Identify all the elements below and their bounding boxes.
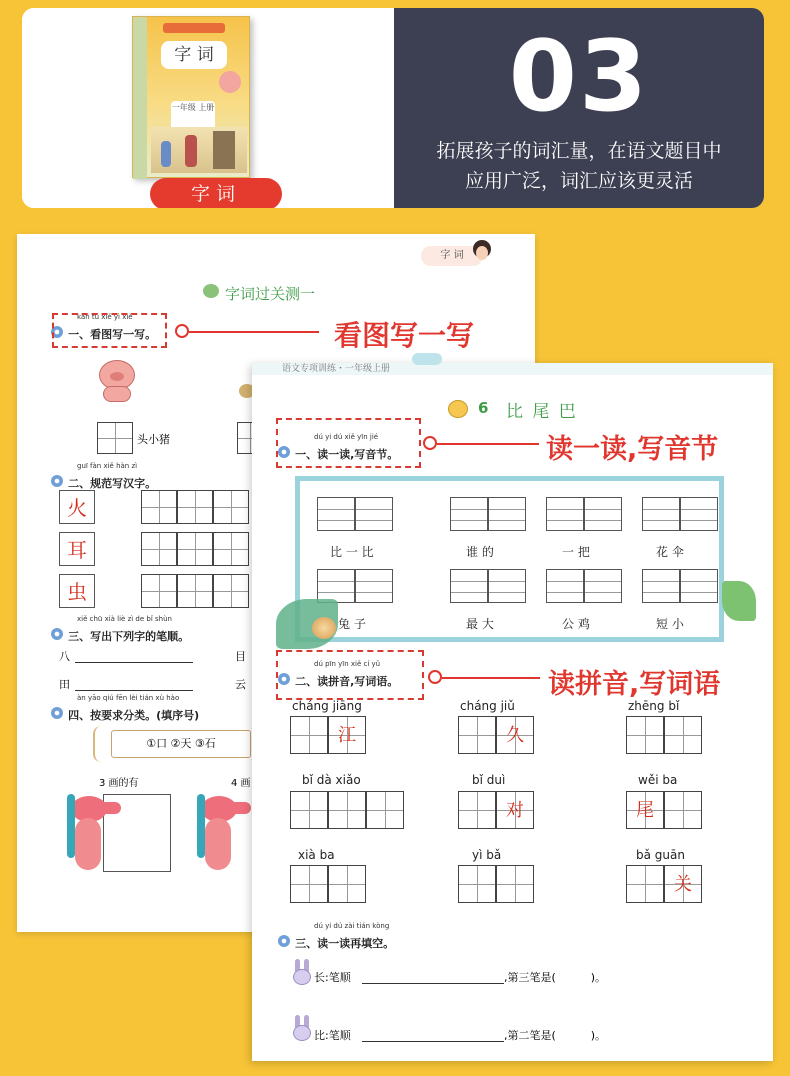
- seahorse-illustration: [193, 790, 253, 882]
- fill2-answer-line[interactable]: [362, 1041, 504, 1042]
- sec2-heading: [51, 472, 156, 491]
- answer-line[interactable]: [75, 690, 193, 691]
- p2-sec3-label: 三、读一读再填空。: [295, 937, 395, 950]
- char-writing-box[interactable]: [290, 791, 404, 829]
- cloud-icon: [412, 353, 442, 365]
- given-char: 尾: [626, 791, 664, 829]
- lesson-number: 6: [478, 399, 489, 417]
- pinyin-label: cháng jiāng: [292, 699, 362, 713]
- given-char: 江: [328, 716, 366, 754]
- p2-sec3-heading: [278, 932, 394, 951]
- word-label: 兔 子: [338, 617, 366, 631]
- char-box: [59, 490, 95, 524]
- sec4-label: 四、按要求分类。(填序号): [68, 709, 200, 722]
- book-cover-image: [132, 16, 250, 178]
- rabbit-icon: [292, 1015, 312, 1043]
- fill1-prefix: 长:笔顺: [314, 971, 351, 984]
- page1-title: 字词过关测一: [225, 285, 316, 303]
- pinyin-label: bǐ duì: [472, 773, 506, 787]
- callout-label: 读一读,写音节: [546, 434, 719, 465]
- pinyin-label: bǎ guān: [636, 848, 685, 862]
- stroke-item: 田: [59, 678, 70, 691]
- pinyin-label: zhēng bǐ: [628, 699, 680, 713]
- section-number: 03: [508, 20, 650, 134]
- pinyin-label: wěi ba: [638, 773, 678, 787]
- banner-right-panel: [394, 8, 764, 208]
- char-writing-box[interactable]: [626, 865, 702, 903]
- callout-connector-line: [189, 331, 319, 333]
- banner-description: [394, 136, 764, 196]
- p2-sec2-label: 二、读拼音,写词语。: [295, 675, 399, 688]
- book-spine: [133, 17, 147, 179]
- sec4-heading: [51, 704, 199, 723]
- callout-connector-dot: [423, 436, 437, 450]
- callout-highlight-box: [52, 313, 167, 348]
- top-banner: [22, 8, 764, 208]
- pinyin-label: bǐ dà xiǎo: [302, 773, 361, 787]
- pinyin-box[interactable]: [642, 569, 718, 603]
- banner-left-panel: [22, 8, 394, 208]
- pinyin-box[interactable]: [317, 497, 393, 531]
- book-grade: 一年级 上册: [171, 101, 215, 131]
- given-char: 久: [496, 716, 534, 754]
- sec4-pinyin: àn yāo qiú fēn lèi tián xù hào: [77, 694, 180, 702]
- p2-sec1-pinyin: dú yi dú xiě yīn jié: [314, 433, 379, 441]
- flower-bullet-icon: [278, 935, 290, 947]
- callout-connector-line: [442, 677, 540, 679]
- fill2-prefix: 比:笔顺: [314, 1029, 351, 1042]
- example-char: 火: [67, 496, 87, 520]
- plant-decoration: [722, 581, 756, 621]
- word-label: 短 小: [656, 617, 684, 631]
- callout-label: 看图写一写: [334, 319, 475, 352]
- p2-sec1-label: 一、读一读,写音节。: [295, 448, 399, 461]
- page-tag: 字 词: [421, 246, 483, 266]
- given-char: 对: [496, 791, 534, 829]
- pinyin-label: cháng jiǔ: [460, 699, 515, 713]
- category-pill: 字词: [150, 178, 282, 208]
- pinyin-label: xià ba: [298, 848, 335, 862]
- book-decoration: [219, 71, 241, 93]
- pig-illustration: [97, 354, 137, 404]
- four-strokes-label: 4 画: [231, 778, 251, 789]
- sec3-heading: [51, 625, 189, 644]
- word-label: 一 把: [562, 545, 590, 559]
- char-box: [59, 532, 95, 566]
- example-char: 耳: [67, 538, 87, 562]
- book-badge: [163, 23, 225, 33]
- pig-caption: 头小猪: [137, 433, 170, 446]
- banner-line-2: 应用广泛，词汇应该更灵活: [464, 170, 693, 192]
- word-label: 谁 的: [466, 545, 494, 559]
- p2-sec3-pinyin: dú yi dú zài tián kòng: [314, 922, 390, 930]
- chick-icon: [448, 400, 468, 418]
- three-strokes-label: 3 画的有: [99, 778, 139, 789]
- seahorse-illustration: [63, 790, 123, 882]
- char-writing-box[interactable]: [458, 791, 534, 829]
- pinyin-box[interactable]: [450, 497, 526, 531]
- sec2-label: 二、规范写汉字。: [68, 477, 157, 490]
- callout-connector-dot: [428, 670, 442, 684]
- char-writing-box[interactable]: [458, 716, 534, 754]
- example-char: 虫: [67, 580, 87, 604]
- flower-bullet-icon: [51, 475, 63, 487]
- callout-highlight-box: [276, 650, 424, 700]
- callout-label: 读拼音,写词语: [548, 669, 721, 700]
- char-writing-box[interactable]: [290, 865, 366, 903]
- char-writing-box[interactable]: [626, 791, 702, 829]
- writing-grid-row[interactable]: [141, 532, 253, 566]
- p2-sec2-pinyin: dú pīn yīn xiě cí yǔ: [314, 660, 381, 668]
- pinyin-box[interactable]: [546, 497, 622, 531]
- char-writing-box[interactable]: [626, 716, 702, 754]
- char-writing-box[interactable]: [458, 865, 534, 903]
- pinyin-box[interactable]: [317, 569, 393, 603]
- classify-box: ①口 ②天 ③石: [111, 730, 251, 758]
- pinyin-box[interactable]: [546, 569, 622, 603]
- callout-connector-line: [437, 443, 539, 445]
- callout-highlight-box: [276, 418, 421, 468]
- pinyin-box[interactable]: [450, 569, 526, 603]
- word-label: 公 鸡: [562, 617, 590, 631]
- word-panel: [295, 476, 724, 642]
- page-header-text: 语文专项训练・一年级上册: [282, 364, 391, 374]
- stroke-item: 八: [59, 650, 70, 663]
- sec2-pinyin: guī fàn xiě hàn zì: [77, 462, 138, 470]
- writing-grid-row[interactable]: [141, 490, 253, 524]
- flower-bullet-icon: [51, 628, 63, 640]
- lesson-title: 比 尾 巴: [506, 402, 578, 422]
- writing-grid[interactable]: [97, 422, 133, 454]
- pinyin-label: yì bǎ: [472, 848, 502, 862]
- sec3-pinyin: xiě chū xià liè zì de bǐ shùn: [77, 615, 172, 623]
- sec1-pinyin: kàn tú xiě yì xiě: [77, 313, 133, 321]
- sec3-label: 三、写出下列字的笔顺。: [68, 630, 190, 643]
- fill1-suffix: ,第三笔是( )。: [504, 971, 607, 984]
- writing-grid-row[interactable]: [141, 574, 253, 608]
- word-label: 花 伞: [656, 545, 684, 559]
- sec1-label: 一、看图写一写。: [68, 328, 157, 341]
- given-char: 关: [664, 865, 702, 903]
- snail-icon: [312, 617, 336, 639]
- ornament: [93, 726, 111, 762]
- banner-line-1: 拓展孩子的词汇量，在语文题目中: [436, 140, 722, 162]
- char-writing-box[interactable]: [290, 716, 366, 754]
- frog-icon: [203, 284, 219, 298]
- book-illustration: [151, 127, 247, 173]
- fill1-answer-line[interactable]: [362, 983, 504, 984]
- book-title: 字 词: [161, 41, 227, 69]
- stroke-item: 目: [235, 650, 246, 663]
- word-label: 最 大: [466, 617, 494, 631]
- answer-line[interactable]: [75, 662, 193, 663]
- fill2-suffix: ,第二笔是( )。: [504, 1029, 607, 1042]
- flower-bullet-icon: [51, 707, 63, 719]
- stroke-item: 云: [235, 678, 246, 691]
- pinyin-box[interactable]: [642, 497, 718, 531]
- word-label: 比 一 比: [330, 545, 374, 559]
- char-box: [59, 574, 95, 608]
- rabbit-icon: [292, 959, 312, 987]
- callout-connector-dot: [175, 324, 189, 338]
